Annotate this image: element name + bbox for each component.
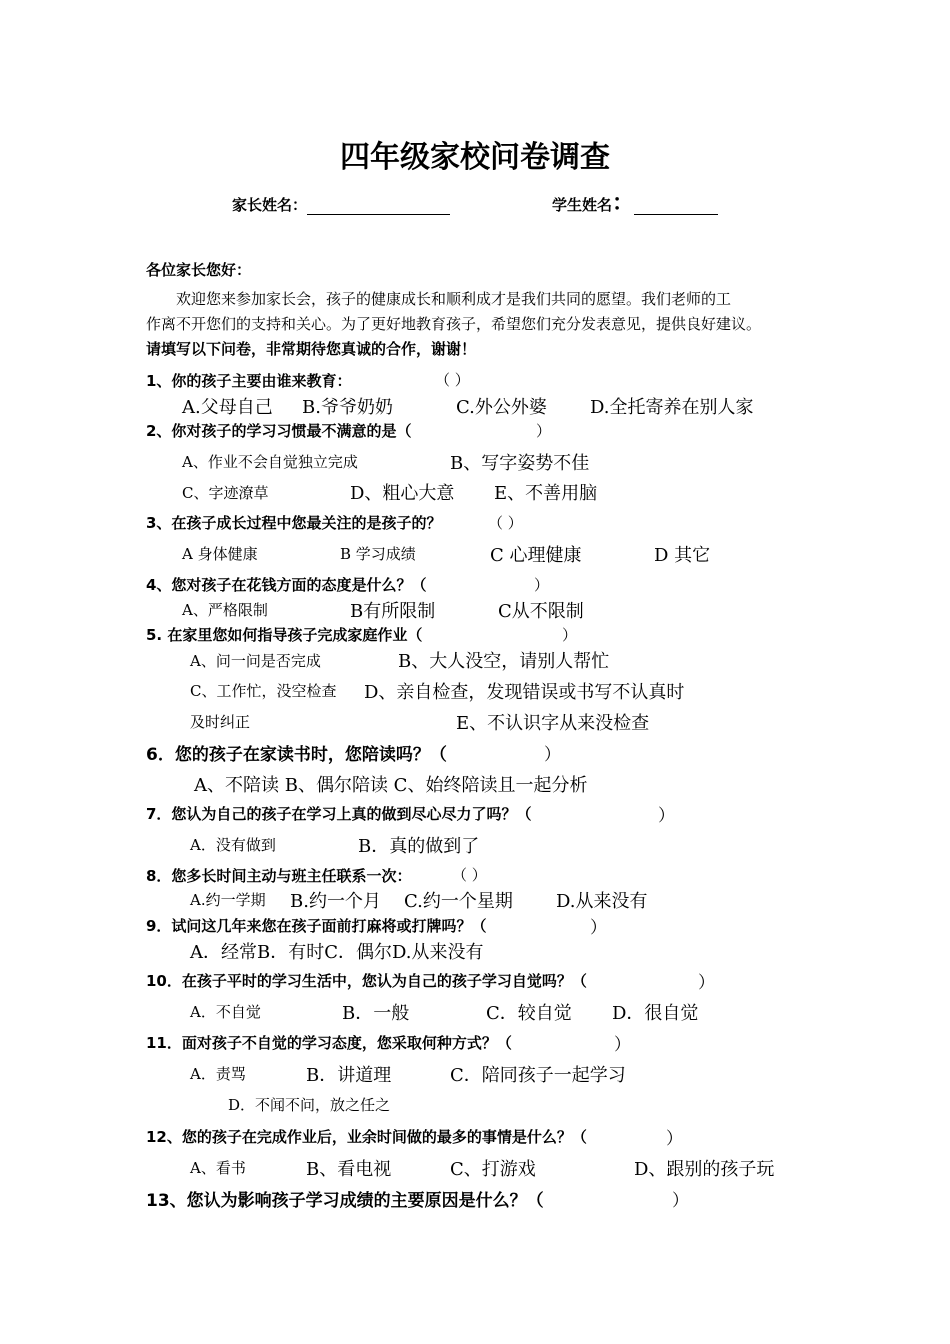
q9-options[interactable]: A．经常B．有时C．偶尔D.从来没有	[190, 942, 484, 963]
question-8: 8．您多长时间主动与班主任联系一次：	[146, 867, 412, 885]
q5-option-c[interactable]: C、工作忙，没空检查	[190, 682, 337, 700]
colon-mark: ：	[612, 191, 635, 216]
q5-option-d-cont: 及时纠正	[190, 713, 251, 731]
question-4: 4、您对孩子在花钱方面的态度是什么？（	[146, 576, 427, 594]
q1-option-b[interactable]: B.爷爷奶奶	[302, 397, 393, 418]
q3-option-b[interactable]: B 学习成绩	[340, 545, 416, 563]
answer-bracket-5[interactable]: ）	[562, 626, 578, 644]
question-12: 12、您的孩子在完成作业后，业余时间做的最多的事情是什么？（	[146, 1128, 587, 1146]
q2-option-b[interactable]: B、写字姿势不佳	[450, 453, 590, 474]
q11-option-d[interactable]: D．不闻不问，放之任之	[228, 1096, 391, 1114]
q6-options[interactable]: A、不陪读 B、偶尔陪读 C、始终陪读且一起分析	[194, 775, 588, 796]
answer-bracket-13[interactable]: ）	[672, 1191, 689, 1211]
q8-option-d[interactable]: D.从来没有	[556, 891, 648, 912]
q11-option-a[interactable]: A．责骂	[190, 1065, 246, 1083]
q8-option-c[interactable]: C.约一个星期	[404, 891, 513, 912]
student-name-label: 学生姓名	[552, 196, 613, 214]
q4-option-b[interactable]: B有所限制	[350, 601, 436, 622]
answer-bracket-9[interactable]: ）	[590, 918, 607, 938]
q5-option-a[interactable]: A、问一问是否完成	[190, 652, 321, 670]
question-1: 1、你的孩子主要由谁来教育：	[146, 372, 352, 390]
answer-bracket-8[interactable]: （ ）	[452, 866, 487, 884]
question-2: 2、你对孩子的学习习惯最不满意的是（	[146, 422, 412, 440]
student-name-field[interactable]	[552, 191, 718, 216]
page-title: 四年级家校问卷调查	[340, 140, 610, 175]
question-9: 9．试问这几年来您在孩子面前打麻将或打牌吗？（	[146, 917, 487, 935]
q1-option-c[interactable]: C.外公外婆	[456, 397, 547, 418]
intro-line-2: 作离不开您们的支持和关心。为了更好地教育孩子，希望您们充分发表意见，提供良好建议。	[146, 315, 762, 333]
intro-line-1: 欢迎您来参加家长会，孩子的健康成长和顺利成才是我们共同的愿望。我们老师的工	[176, 290, 732, 308]
q2-option-d[interactable]: D、粗心大意	[350, 483, 455, 504]
greeting: 各位家长您好：	[146, 261, 252, 279]
parent-name-field[interactable]	[232, 194, 450, 215]
q5-option-d[interactable]: D、亲自检查，发现错误或书写不认真时	[364, 682, 685, 703]
q11-option-b[interactable]: B．讲道理	[306, 1065, 392, 1086]
q2-option-a[interactable]: A、作业不会自觉独立完成	[182, 453, 358, 471]
q12-option-a[interactable]: A、看书	[190, 1159, 246, 1177]
intro-line-3: 请填写以下问卷，非常期待您真诚的合作，谢谢！	[146, 340, 477, 358]
answer-bracket-12[interactable]: ）	[666, 1129, 683, 1149]
q1-option-a[interactable]: A.父母自己	[182, 397, 273, 418]
q12-option-d[interactable]: D、跟别的孩子玩	[634, 1159, 775, 1180]
q5-option-e[interactable]: E、不认识字从来没检查	[456, 713, 650, 734]
answer-bracket-2[interactable]: ）	[536, 422, 552, 440]
question-10: 10．在孩子平时的学习生活中，您认为自己的孩子学习自觉吗？（	[146, 972, 587, 990]
question-13: 13、您认为影响孩子学习成绩的主要原因是什么？（	[146, 1191, 544, 1211]
q3-option-d[interactable]: D 其它	[654, 545, 711, 566]
q10-option-a[interactable]: A．不自觉	[190, 1003, 261, 1021]
answer-bracket-1[interactable]: （ ）	[435, 371, 470, 389]
answer-bracket-6[interactable]: ）	[544, 745, 561, 765]
question-5: 5. 在家里您如何指导孩子完成家庭作业（	[146, 626, 423, 644]
q12-option-c[interactable]: C、打游戏	[450, 1159, 536, 1180]
parent-name-blank[interactable]	[307, 196, 450, 215]
q11-option-c[interactable]: C．陪同孩子一起学习	[450, 1065, 626, 1086]
answer-bracket-4[interactable]: ）	[534, 576, 550, 594]
q5-option-b[interactable]: B、大人没空，请别人帮忙	[398, 651, 610, 672]
q8-option-a[interactable]: A.约一学期	[190, 891, 266, 909]
answer-bracket-7[interactable]: ）	[658, 806, 675, 826]
q8-option-b[interactable]: B.约一个月	[290, 891, 381, 912]
question-7: 7．您认为自己的孩子在学习上真的做到尽心尽力了吗？（	[146, 805, 532, 823]
question-3: 3、在孩子成长过程中您最关注的是孩子的？	[146, 514, 442, 532]
question-11: 11．面对孩子不自觉的学习态度，您采取何种方式？（	[146, 1034, 512, 1052]
q3-option-a[interactable]: A 身体健康	[182, 545, 258, 563]
q10-option-d[interactable]: D．很自觉	[612, 1003, 699, 1024]
q2-option-e[interactable]: E、不善用脑	[494, 483, 598, 504]
q10-option-b[interactable]: B．一般	[342, 1003, 410, 1024]
student-name-blank[interactable]	[634, 196, 718, 215]
q3-option-c[interactable]: C 心理健康	[490, 545, 582, 566]
q2-option-c[interactable]: C、字迹潦草	[182, 484, 269, 502]
parent-name-label: 家长姓名：	[232, 196, 308, 214]
q4-option-a[interactable]: A、严格限制	[182, 601, 268, 619]
q10-option-c[interactable]: C．较自觉	[486, 1003, 572, 1024]
q4-option-c[interactable]: C从不限制	[498, 601, 584, 622]
q7-option-b[interactable]: B．真的做到了	[358, 836, 480, 857]
answer-bracket-10[interactable]: ）	[698, 973, 715, 993]
q7-option-a[interactable]: A．没有做到	[190, 836, 276, 854]
answer-bracket-3[interactable]: （ ）	[488, 514, 523, 532]
q1-option-d[interactable]: D.全托寄养在别人家	[590, 397, 754, 418]
question-6: 6．您的孩子在家读书时，您陪读吗？（	[146, 745, 447, 765]
answer-bracket-11[interactable]: ）	[614, 1035, 631, 1055]
q12-option-b[interactable]: B、看电视	[306, 1159, 392, 1180]
